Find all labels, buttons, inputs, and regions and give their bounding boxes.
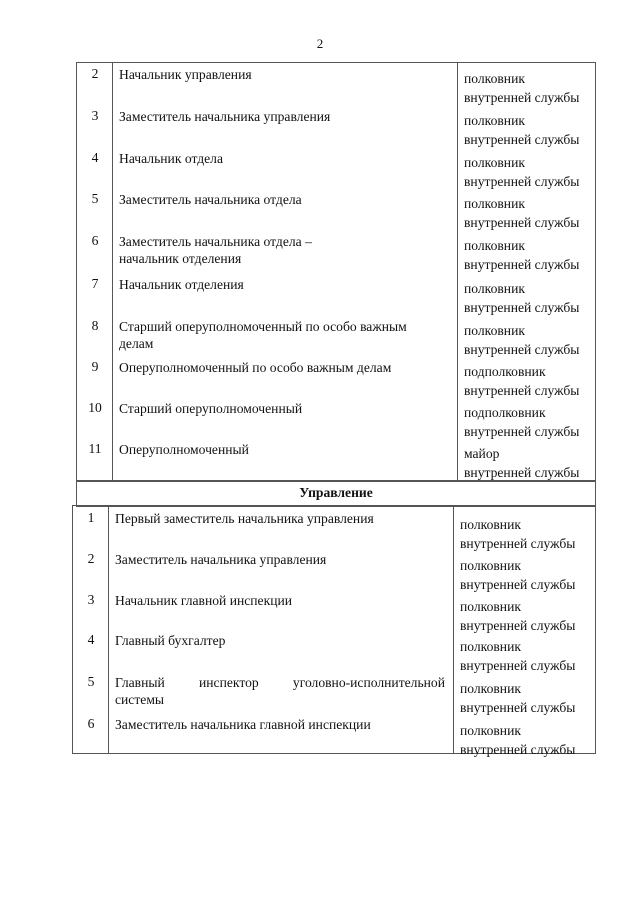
rank-line: внутренней службы <box>464 300 580 315</box>
rank-line: полковник <box>464 113 525 128</box>
column-divider <box>112 63 113 481</box>
rank-line: полковник <box>460 599 521 614</box>
position-name-line: Начальник главной инспекции <box>115 593 293 608</box>
rank-line: внутренней службы <box>460 618 576 633</box>
row-number: 10 <box>88 400 102 415</box>
position-name <box>119 233 449 267</box>
rank-line: полковник <box>464 71 525 86</box>
position-name-line: Начальник отдела <box>119 151 223 166</box>
column-divider <box>453 506 454 753</box>
rank-line: внутренней службы <box>464 424 580 439</box>
position-name <box>119 276 449 293</box>
special-rank <box>464 444 579 482</box>
rank-line: внутренней службы <box>464 132 580 147</box>
row-number: 4 <box>87 632 95 647</box>
rank-line: внутренней службы <box>464 342 580 357</box>
special-rank <box>464 321 579 359</box>
position-name-line: Первый заместитель начальника управления <box>115 511 374 526</box>
section-title: Управление <box>299 485 373 500</box>
position-name-line: Заместитель начальника управления <box>119 109 331 124</box>
row-number: 2 <box>91 66 99 81</box>
position-name <box>119 66 449 83</box>
position-name <box>115 592 445 609</box>
rank-line: внутренней службы <box>460 658 576 673</box>
row-number: 5 <box>91 191 99 206</box>
position-name <box>119 150 449 167</box>
row-number: 9 <box>91 359 99 374</box>
rank-line: полковник <box>464 155 525 170</box>
row-number: 2 <box>87 551 95 566</box>
row-number: 11 <box>88 441 102 456</box>
rank-line: внутренней службы <box>464 215 580 230</box>
position-name-line: Начальник управления <box>119 67 252 82</box>
row-number: 5 <box>87 674 95 689</box>
special-rank <box>460 637 575 675</box>
rank-line: внутренней службы <box>464 257 580 272</box>
rank-line: подполковник <box>464 364 546 379</box>
position-name-line: Главный инспектор уголовно-исполнительной <box>115 675 445 690</box>
row-number: 4 <box>91 150 99 165</box>
special-rank <box>460 679 575 717</box>
position-name <box>115 510 445 527</box>
special-rank <box>460 556 575 594</box>
position-name-line: Начальник отделения <box>119 277 244 292</box>
position-name-line: Заместитель начальника отдела – <box>119 234 312 249</box>
special-rank <box>460 515 575 553</box>
section-header-row <box>76 480 596 507</box>
position-name-line: делам <box>119 336 154 351</box>
rank-line: внутренней службы <box>464 465 580 480</box>
rank-line: внутренней службы <box>464 383 580 398</box>
row-number: 6 <box>91 233 99 248</box>
special-rank <box>464 111 579 149</box>
special-rank <box>460 597 575 635</box>
position-name-line: Главный бухгалтер <box>115 633 226 648</box>
special-rank <box>464 153 579 191</box>
position-name <box>115 674 445 708</box>
special-rank <box>464 403 579 441</box>
rank-line: полковник <box>460 558 521 573</box>
row-number: 6 <box>87 716 95 731</box>
rank-line: полковник <box>464 281 525 296</box>
position-name-line: начальник отделения <box>119 251 242 266</box>
rank-line: внутренней службы <box>460 742 576 757</box>
position-name-line: Заместитель начальника главной инспекции <box>115 717 371 732</box>
special-rank <box>464 194 579 232</box>
row-number: 3 <box>87 592 95 607</box>
position-name <box>119 108 449 125</box>
position-name <box>119 359 449 376</box>
rank-line: внутренней службы <box>460 536 576 551</box>
position-name-line: Заместитель начальника управления <box>115 552 327 567</box>
position-name <box>119 191 449 208</box>
special-rank <box>460 721 575 759</box>
rank-line: внутренней службы <box>464 90 580 105</box>
special-rank <box>464 69 579 107</box>
position-name <box>115 551 445 568</box>
rank-line: внутренней службы <box>460 700 576 715</box>
rank-line: полковник <box>460 723 521 738</box>
position-name <box>119 318 449 352</box>
rank-line: полковник <box>464 238 525 253</box>
row-number: 1 <box>87 510 95 525</box>
special-rank <box>464 362 579 400</box>
rank-line: майор <box>464 446 500 461</box>
position-name-line: системы <box>115 692 165 707</box>
row-number: 7 <box>91 276 99 291</box>
rank-line: подполковник <box>464 405 546 420</box>
column-divider <box>457 63 458 481</box>
position-name-line: Старший оперуполномоченный <box>119 401 303 416</box>
rank-line: полковник <box>460 639 521 654</box>
position-name <box>115 632 445 649</box>
special-rank <box>464 279 579 317</box>
page-number: 2 <box>316 36 324 51</box>
rank-line: внутренней службы <box>464 174 580 189</box>
position-name <box>119 441 449 458</box>
positions-table-top <box>76 62 596 482</box>
position-name-line: Оперуполномоченный по особо важным делам <box>119 360 392 375</box>
position-name <box>115 716 445 733</box>
row-number: 8 <box>91 318 99 333</box>
position-name-line: Оперуполномоченный <box>119 442 249 457</box>
rank-line: полковник <box>464 196 525 211</box>
rank-line: полковник <box>460 681 521 696</box>
position-name-line: Заместитель начальника отдела <box>119 192 302 207</box>
positions-table-bottom <box>72 505 596 757</box>
row-number: 3 <box>91 108 99 123</box>
position-name-line: Старший оперуполномоченный по особо важным <box>119 319 407 334</box>
special-rank <box>464 236 579 274</box>
rank-line: полковник <box>464 323 525 338</box>
rank-line: полковник <box>460 517 521 532</box>
position-name <box>119 400 449 417</box>
rank-line: внутренней службы <box>460 577 576 592</box>
